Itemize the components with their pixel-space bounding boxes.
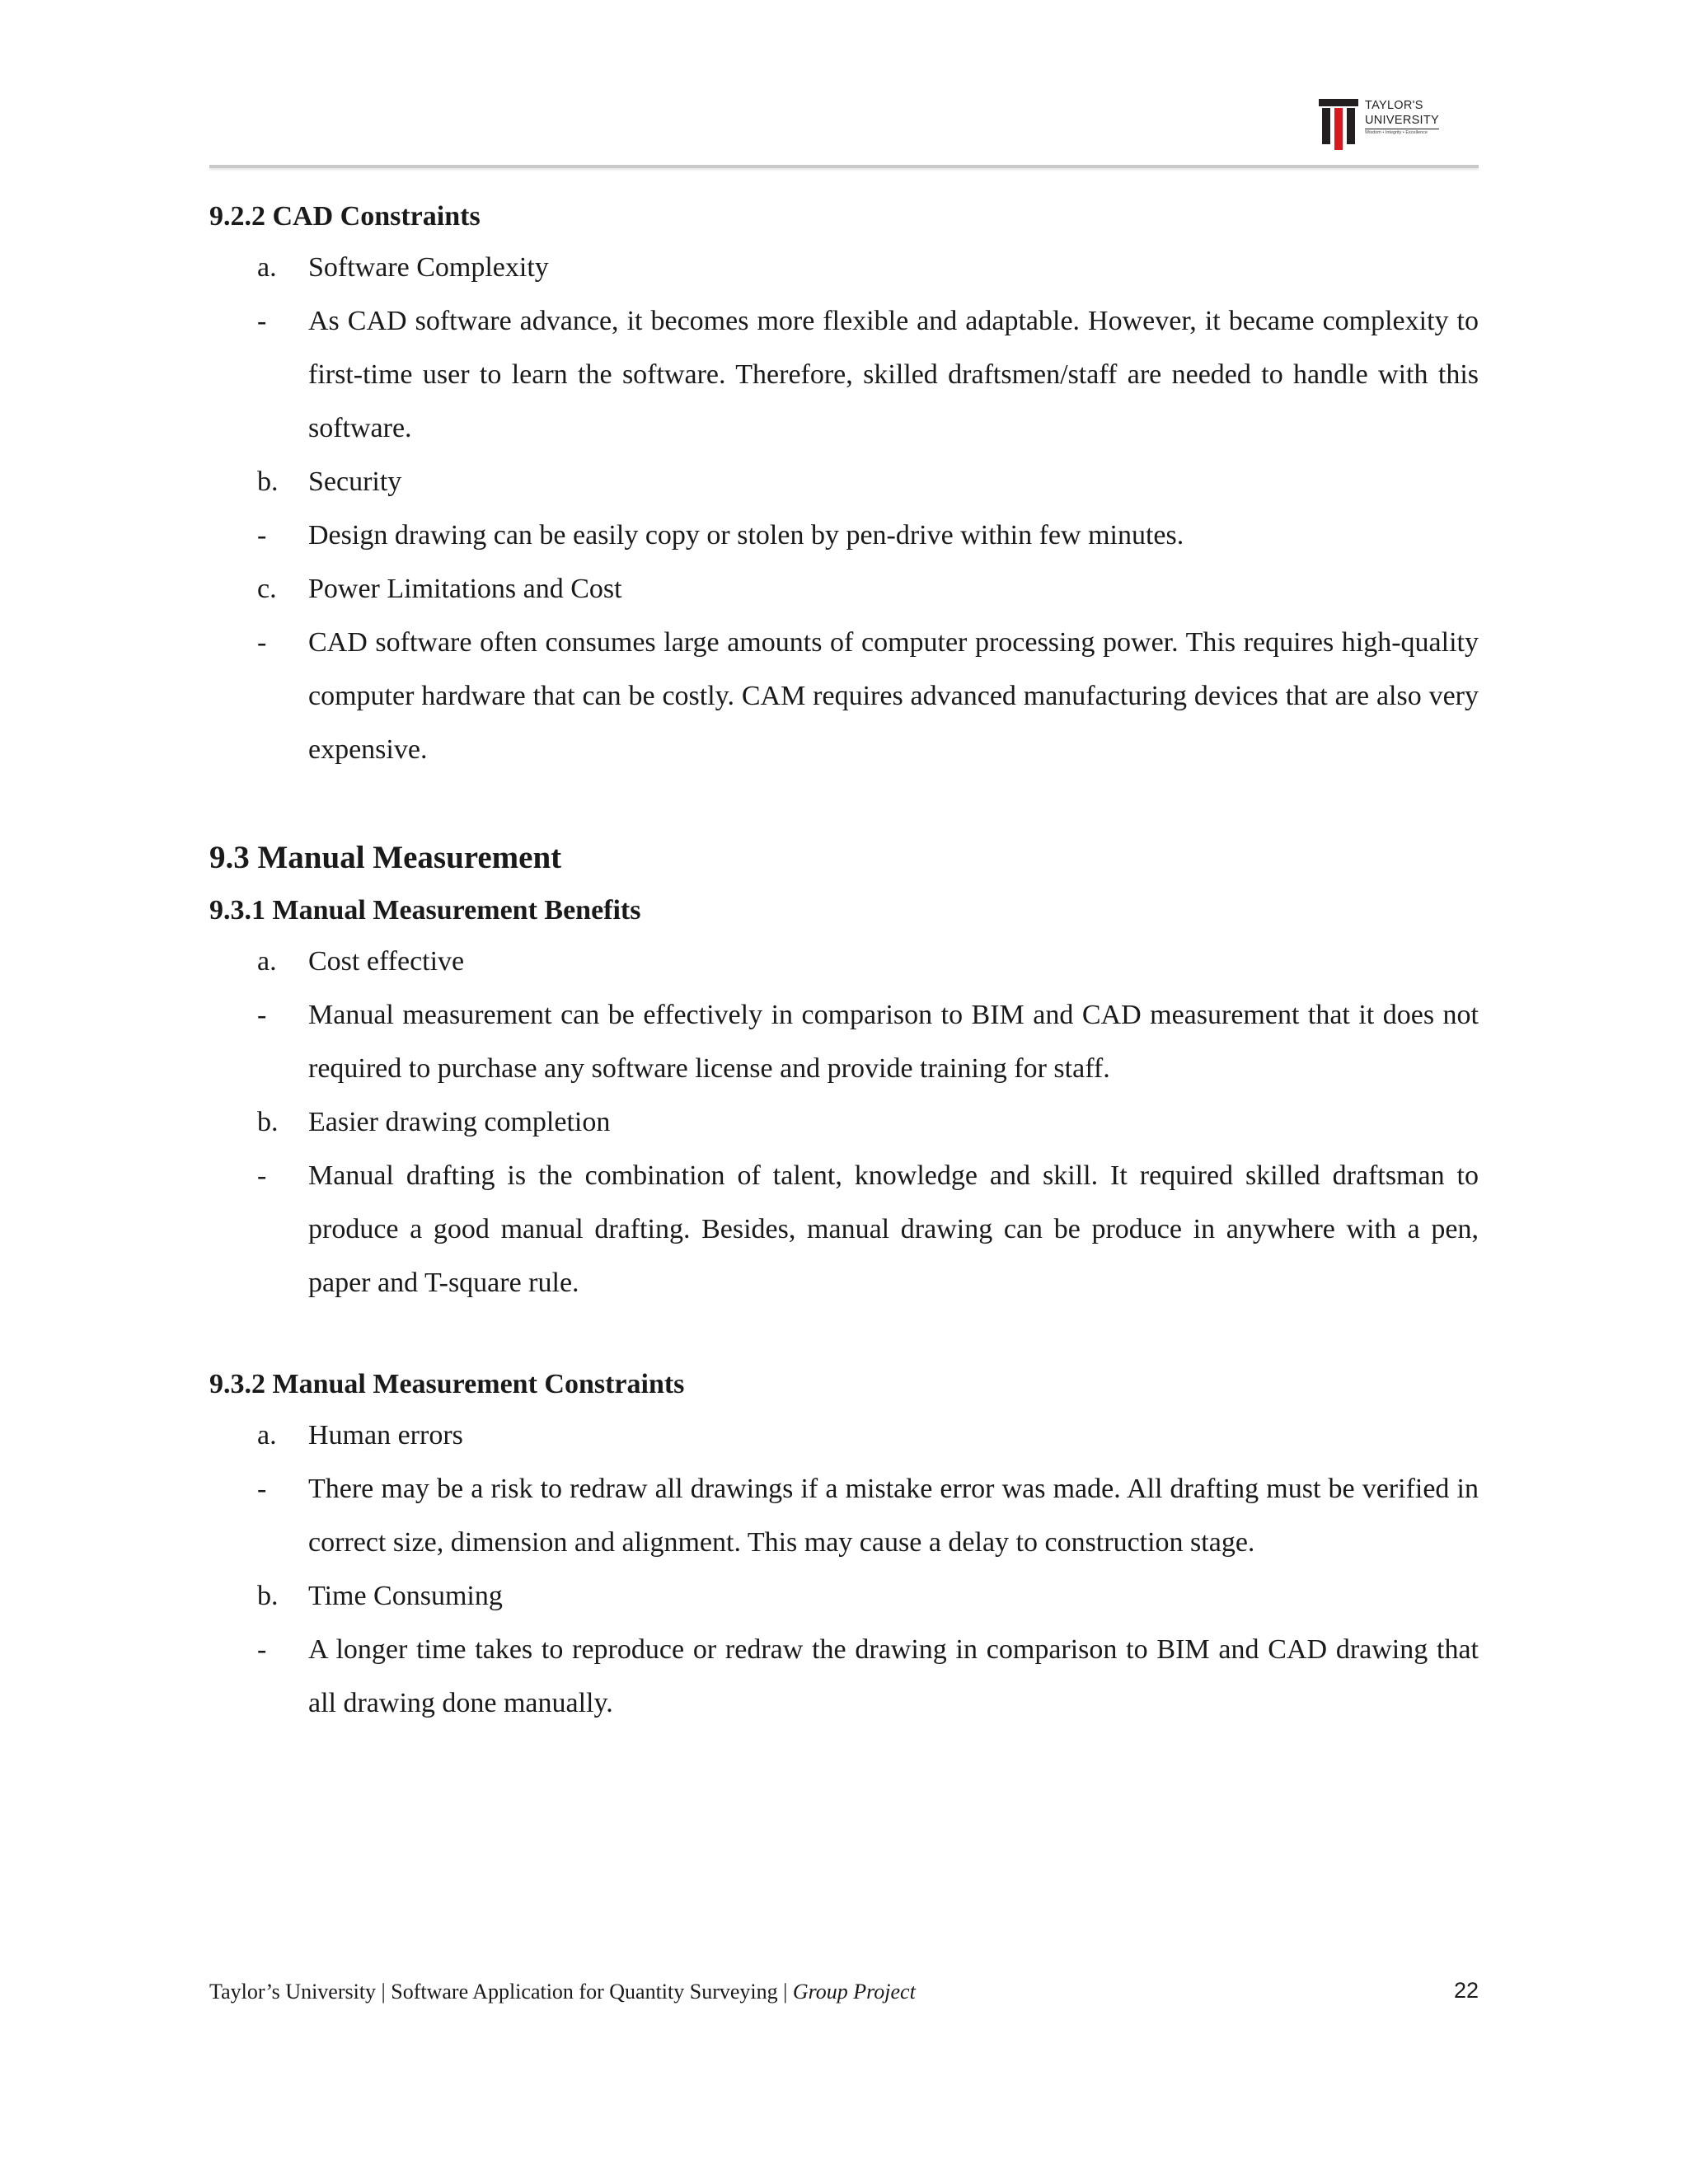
list-marker: b. bbox=[257, 466, 279, 497]
list-marker: a. bbox=[257, 1420, 277, 1451]
list-marker: c. bbox=[257, 574, 277, 604]
list-marker: - bbox=[257, 1634, 267, 1665]
list-marker: - bbox=[257, 306, 267, 336]
list-item bbox=[209, 616, 1479, 776]
logo-line-taylors: TAYLOR'S bbox=[1365, 99, 1423, 112]
logo-line-university: UNIVERSITY bbox=[1365, 114, 1439, 129]
header-divider bbox=[209, 165, 1479, 168]
list-item-text: CAD software often consumes large amounts of computer processing power. This requires high-quality computer hardware that can be costly. CAM requires advanced manufacturing devices that are also very expensive. bbox=[308, 627, 1479, 765]
list-item bbox=[209, 241, 1479, 294]
taylors-emblem-icon bbox=[1319, 99, 1358, 150]
list-item-text: Manual drafting is the combination of talent, knowledge and skill. It required skilled draftsman to produce a good manual drafting. Besides, manual drawing can be produce in anywhere with a pen, paper and T-square rule. bbox=[308, 1160, 1479, 1298]
footer-project-type: Group Project bbox=[792, 1980, 916, 2004]
logo-tagline: Wisdom • Integrity • Excellence bbox=[1365, 130, 1428, 135]
list-item bbox=[209, 562, 1479, 616]
section-heading-cad-constraints: 9.2.2 CAD Constraints bbox=[209, 201, 481, 232]
list-marker: b. bbox=[257, 1107, 279, 1137]
list-item bbox=[209, 1408, 1479, 1462]
list-item-text: A longer time takes to reproduce or redraw the drawing in comparison to BIM and CAD drawing that all drawing done manually. bbox=[308, 1634, 1479, 1718]
list-item bbox=[209, 1462, 1479, 1569]
section-heading-manual-benefits: 9.3.1 Manual Measurement Benefits bbox=[209, 895, 641, 926]
list-item bbox=[209, 1623, 1479, 1730]
list-item-text: Security bbox=[308, 466, 402, 497]
list-item-text: Design drawing can be easily copy or stolen by pen-drive within few minutes. bbox=[308, 520, 1184, 551]
list-item bbox=[209, 1095, 1479, 1149]
page-footer bbox=[209, 1978, 916, 2006]
footer-course-title: Taylor’s University | Software Application for Quantity Surveying | bbox=[209, 1980, 793, 2004]
list-item-text: Time Consuming bbox=[308, 1581, 503, 1611]
section-spacer bbox=[209, 776, 1479, 829]
list-marker: - bbox=[257, 520, 267, 551]
university-logo bbox=[1319, 97, 1467, 152]
list-marker: b. bbox=[257, 1581, 279, 1611]
list-item-text: Easier drawing completion bbox=[308, 1107, 611, 1137]
section-spacer bbox=[209, 1310, 1479, 1361]
list-marker: a. bbox=[257, 252, 277, 283]
page-body bbox=[209, 193, 1479, 1730]
section-heading-manual-measurement: 9.3 Manual Measurement bbox=[209, 840, 562, 875]
logo-wordmark bbox=[1365, 99, 1439, 137]
list-item bbox=[209, 1149, 1479, 1310]
page-number: 22 bbox=[1453, 1978, 1479, 2003]
list-marker: - bbox=[257, 627, 267, 658]
list-item-text: Human errors bbox=[308, 1420, 463, 1451]
list-item-text: Software Complexity bbox=[308, 252, 549, 283]
list-marker: - bbox=[257, 1474, 267, 1504]
list-item-text: Power Limitations and Cost bbox=[308, 574, 622, 604]
list-item-text: Cost effective bbox=[308, 946, 465, 977]
list-item-text: There may be a risk to redraw all drawings if a mistake error was made. All drafting must be verified in correct size, dimension and alignment. This may cause a delay to construction stage. bbox=[308, 1474, 1479, 1558]
list-item-text: As CAD software advance, it becomes more flexible and adaptable. However, it became complexity to first-time user to learn the software. Therefore, skilled draftsmen/staff are needed to handle with this software. bbox=[308, 306, 1479, 443]
list-marker: - bbox=[257, 1000, 267, 1030]
list-item bbox=[209, 988, 1479, 1095]
list-item bbox=[209, 294, 1479, 455]
list-item bbox=[209, 1569, 1479, 1623]
list-item bbox=[209, 935, 1479, 988]
list-marker: a. bbox=[257, 946, 277, 977]
list-marker: - bbox=[257, 1160, 267, 1191]
list-item bbox=[209, 509, 1479, 562]
list-item bbox=[209, 455, 1479, 509]
section-heading-manual-constraints: 9.3.2 Manual Measurement Constraints bbox=[209, 1369, 685, 1399]
list-item-text: Manual measurement can be effectively in comparison to BIM and CAD measurement that it does not required to purchase any software license and provide training for staff. bbox=[308, 1000, 1479, 1084]
